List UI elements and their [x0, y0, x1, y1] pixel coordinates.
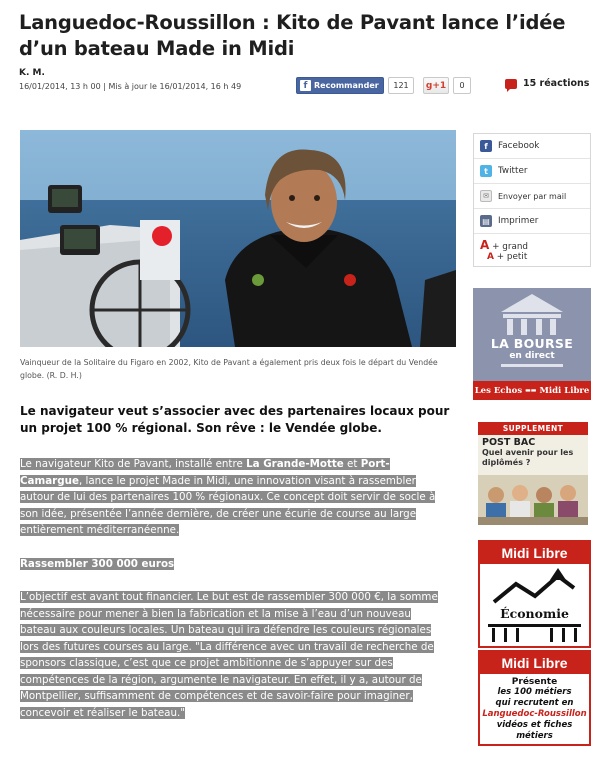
facebook-recommend-label: Recommander: [314, 81, 379, 90]
body-paragraph: L’objectif est avant tout financier. Le but est de rassembler 300 000 €, la somme nécessaire pour mener à bien la fabrication et la mise à l’eau d’un nouveau bateau aux couleurs locales. Un bateau qui ira défendre les couleurs régionales lors des futures courses au large. "La différence avec un travail de recherche de sponsors classique, c’est que ce projet ambitionne de s’appuyer sur des compétences de la région, argumente le navigateur. En effet, il y a, autour de Montpellier, suffisamment de compétences et de savoir-faire pour imaginer, concevoir et réaliser le bateau.": [20, 591, 438, 719]
reactions-label: 15 réactions: [523, 78, 590, 89]
share-facebook[interactable]: f Facebook: [474, 134, 590, 159]
body-paragraph: Le navigateur Kito de Pavant, installé entre La Grande-Motte et Port-Camargue, lance le projet Made in Midi, une innovation visant à rassembler autour de lui des partenaires 100 % régionaux. Ce concept doit servir de socle à son idée, présentée l’année dernière, de créer une écurie de course au large entièrement méditerranéenne.: [20, 458, 436, 536]
bourse-ad[interactable]: LA BOURSE en direct Les Echos ▬▬ Midi Libre: [473, 288, 591, 400]
facebook-icon: f: [480, 140, 492, 152]
link-port-camargue[interactable]: Port-Camargue: [20, 458, 390, 487]
article-title: Languedoc-Roussillon : Kito de Pavant lance l’idée d’un bateau Made in Midi: [19, 11, 566, 60]
reactions-link[interactable]: [505, 78, 589, 89]
body-subheading: Rassembler 300 000 euros: [20, 557, 175, 570]
midi-libre-metiers-ad[interactable]: Midi Libre Présente les 100 métiers qui recrutent en Languedoc-Roussillon vidéos et fiches métiers: [478, 650, 591, 746]
printer-icon: ▤: [480, 215, 492, 227]
envelope-icon: ✉: [480, 190, 492, 202]
article-photo: [20, 130, 456, 347]
students-photo: [478, 475, 588, 525]
share-twitter[interactable]: t Twitter: [474, 159, 590, 184]
facebook-icon: f: [300, 80, 311, 91]
article-body: [20, 456, 450, 738]
font-size-controls: [474, 234, 590, 266]
article-author: K. M.: [19, 68, 45, 78]
share-box: [473, 133, 591, 267]
share-print[interactable]: ▤ Imprimer: [474, 209, 590, 234]
facebook-count: 121: [388, 77, 414, 94]
postbac-ad[interactable]: SUPPLEMENT POST BAC Quel avenir pour les diplômés ?: [478, 422, 588, 525]
font-bigger-button[interactable]: A + grand: [480, 238, 529, 252]
comment-bubble-icon: [505, 79, 517, 89]
google-plus-button[interactable]: g+1: [423, 77, 449, 94]
bourse-partners: Les Echos ▬▬ Midi Libre: [473, 381, 591, 400]
font-smaller-button[interactable]: A + petit: [487, 252, 528, 262]
article-dateline: 16/01/2014, 13 h 00 | Mis à jour le 16/01/2014, 16 h 49: [19, 82, 242, 91]
photo-caption: Vainqueur de la Solitaire du Figaro en 2002, Kito de Pavant a également pris deux fois le départ du Vendée globe. (R. D. H.): [20, 358, 438, 380]
link-la-grande-motte[interactable]: La Grande-Motte: [246, 458, 344, 470]
midi-libre-economie-ad[interactable]: Midi Libre Économie: [478, 540, 591, 648]
share-email[interactable]: ✉ Envoyer par mail: [474, 184, 590, 209]
google-plus-count: 0: [453, 77, 471, 94]
article-lead: Le navigateur veut s’associer avec des partenaires locaux pour un projet 100 % régional. Son rêve : le Vendée globe.: [20, 404, 450, 435]
twitter-icon: t: [480, 165, 492, 177]
facebook-recommend-button[interactable]: [296, 77, 384, 94]
